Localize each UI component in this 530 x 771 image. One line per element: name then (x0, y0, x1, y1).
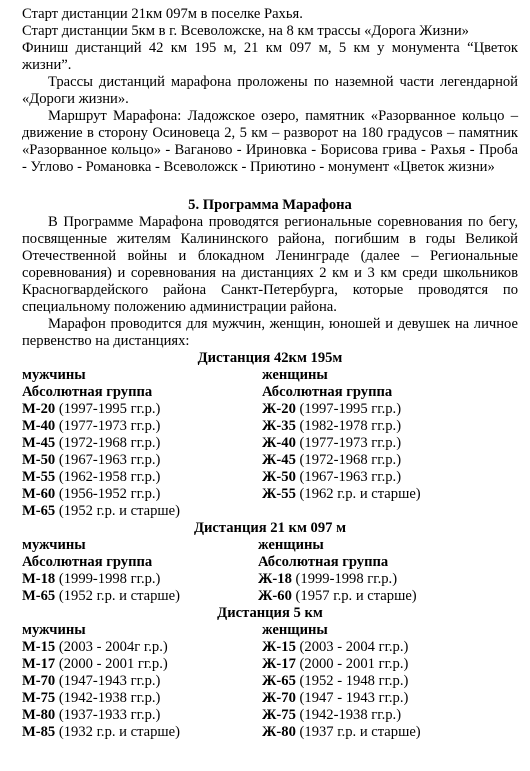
document-page (22, 6, 518, 741)
women-column (258, 537, 518, 605)
women-group: Абсолютная группа (262, 384, 393, 400)
category-row: М-65 (1952 г.р. и старше) (22, 588, 181, 604)
men-group: Абсолютная группа (22, 384, 153, 400)
category-row: Ж-75 (1942-1938 гг.р.) (262, 707, 402, 723)
men-group: Абсолютная группа (22, 554, 153, 570)
women-header: женщины (262, 367, 328, 383)
distance-block (22, 605, 518, 741)
category-row: Ж-65 (1952 - 1948 гг.р.) (262, 673, 409, 689)
men-header: мужчины (22, 622, 86, 638)
category-row: Ж-80 (1937 г.р. и старше) (262, 724, 421, 740)
category-row: М-85 (1932 г.р. и старше) (22, 724, 181, 740)
category-row: Ж-60 (1957 г.р. и старше) (258, 588, 417, 604)
category-row: М-55 (1962-1958 гг.р.) (22, 469, 161, 485)
men-header: мужчины (22, 537, 86, 553)
category-columns (22, 537, 518, 605)
category-row: Ж-20 (1997-1995 гг.р.) (262, 401, 402, 417)
distance-block (22, 520, 518, 605)
distance-block (22, 350, 518, 520)
route-paragraph: Маршрут Марафона: Ладожское озеро, памятник «Разорванное кольцо – движение в сторону Осиновеца 2, 5 км – разворот на 180 градусов – памятник «Разорванное кольцо» - Ваганово - Ириновка - Борисова грива - Рахья - Проба - Углово - Романовка - Всеволожск - Приютино - монумент «Цветок жизни» (22, 108, 518, 175)
category-row: Ж-70 (1947 - 1943 гг.р.) (262, 690, 409, 706)
category-row: М-50 (1967-1963 гг.р.) (22, 452, 161, 468)
category-row: Ж-40 (1977-1973 гг.р.) (262, 435, 402, 451)
participants-paragraph: Марафон проводится для мужчин, женщин, юношей и девушек на личное первенство на дистанциях: (22, 316, 518, 349)
men-column (22, 622, 262, 741)
category-row: М-40 (1977-1973 гг.р.) (22, 418, 161, 434)
category-columns (22, 622, 518, 741)
women-column (262, 622, 518, 741)
category-row: Ж-45 (1972-1968 гг.р.) (262, 452, 402, 468)
category-row: М-45 (1972-1968 гг.р.) (22, 435, 161, 451)
women-header: женщины (262, 622, 328, 638)
category-row: Ж-55 (1962 г.р. и старше) (262, 486, 421, 502)
routes-paragraph: Трассы дистанций марафона проложены по наземной части легендарной «Дороги жизни». (22, 74, 518, 107)
category-row: Ж-18 (1999-1998 гг.р.) (258, 571, 398, 587)
intro-line: Финиш дистанций 42 км 195 м, 21 км 097 м, 5 км у монумента “Цветок жизни”. (22, 40, 518, 73)
section-title: 5. Программа Марафона (188, 197, 352, 213)
category-row: М-20 (1997-1995 гг.р.) (22, 401, 161, 417)
men-header: мужчины (22, 367, 86, 383)
category-row: М-15 (2003 - 2004г г.р.) (22, 639, 168, 655)
category-columns (22, 367, 518, 520)
women-header: женщины (258, 537, 324, 553)
men-column (22, 367, 262, 520)
program-paragraph: В Программе Марафона проводятся региональные соревнования по бегу, посвященные жителям Калининского района, погибшим в годы Великой Отечественной войны и блокадном Ленинграде (далее – Региональные соревнования) и соревнования на дистанциях 2 км и 3 км среди школьников Красногвардейского района Санкт-Петербурга, которые проводятся по специальному положению администрации района. (22, 214, 518, 315)
category-row: М-60 (1956-1952 гг.р.) (22, 486, 161, 502)
distance-title: Дистанция 5 км (217, 605, 323, 621)
category-row: М-70 (1947-1943 гг.р.) (22, 673, 161, 689)
distance-title: Дистанция 21 км 097 м (193, 520, 347, 536)
category-row: М-80 (1937-1933 гг.р.) (22, 707, 161, 723)
category-row: М-75 (1942-1938 гг.р.) (22, 690, 161, 706)
intro-line: Старт дистанции 21км 097м в поселке Рахья. (22, 6, 303, 22)
women-group: Абсолютная группа (258, 554, 389, 570)
category-row: М-65 (1952 г.р. и старше) (22, 503, 181, 519)
category-row: Ж-15 (2003 - 2004 гг.р.) (262, 639, 409, 655)
category-row: М-18 (1999-1998 гг.р.) (22, 571, 161, 587)
category-row: Ж-35 (1982-1978 гг.р.) (262, 418, 402, 434)
women-column (262, 367, 518, 520)
category-row: Ж-17 (2000 - 2001 гг.р.) (262, 656, 409, 672)
intro-line: Старт дистанции 5км в г. Всеволожске, на 8 км трассы «Дорога Жизни» (22, 23, 469, 39)
men-column (22, 537, 262, 605)
distance-title: Дистанция 42км 195м (197, 350, 343, 366)
category-row: Ж-50 (1967-1963 гг.р.) (262, 469, 402, 485)
category-row: М-17 (2000 - 2001 гг.р.) (22, 656, 168, 672)
